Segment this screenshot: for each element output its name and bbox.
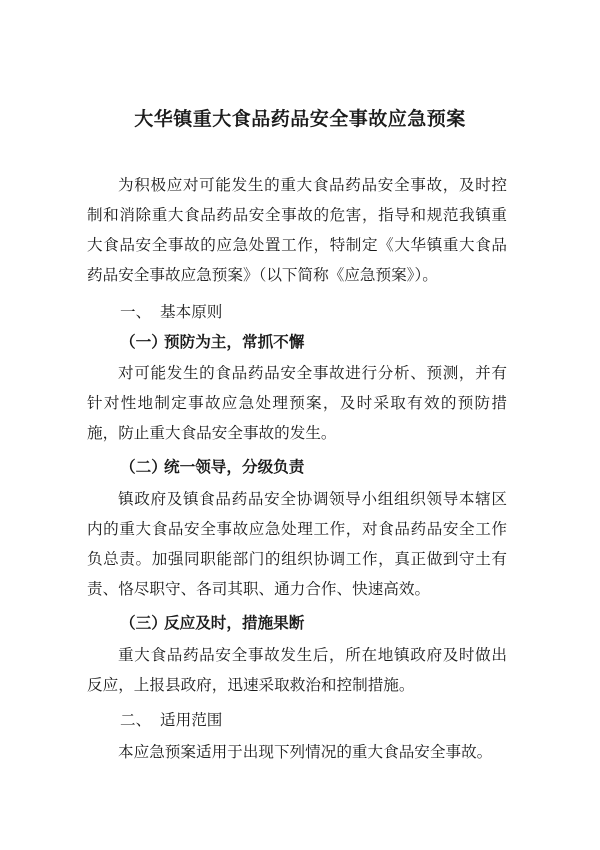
- subsection-2-number: （二）: [120, 457, 167, 476]
- document-title: 大华镇重大食品药品安全事故应急预案: [134, 108, 466, 130]
- section-2-heading: [120, 705, 222, 735]
- subsection-3-title: 反应及时，措施果断: [164, 613, 305, 632]
- subsection-3-paragraph: 重大食品药品安全事故发生后，所在地镇政府及时做出反应，上报县政府，迅速采取救治和控制措施。: [87, 646, 507, 694]
- subsection-3-number: （三）: [120, 613, 167, 632]
- subsection-1-heading: [120, 327, 304, 357]
- section-1-heading: [120, 297, 222, 327]
- subsection-1-title: 预防为主，常抓不懈: [164, 332, 305, 351]
- subsection-2-heading: [120, 452, 304, 482]
- section-2-number: 二、: [120, 711, 152, 729]
- section-2-title: 适用范围: [160, 711, 223, 729]
- subsection-1-paragraph: 对可能发生的食品药品安全事故进行分析、预测，并有针对性地制定事故应急处理预案，及时采取有效的预防措施，防止重大食品安全事故的发生。: [87, 364, 507, 442]
- section-1-title: 基本原则: [160, 303, 223, 321]
- subsection-1-number: （一）: [120, 332, 167, 351]
- section-1-number: 一、: [120, 303, 152, 321]
- subsection-2-title: 统一领导，分级负责: [164, 457, 305, 476]
- section-2-paragraph: 本应急预案适用于出现下列情况的重大食品安全事故。: [118, 743, 493, 761]
- intro-paragraph: 为积极应对可能发生的重大食品药品安全事故，及时控制和消除重大食品药品安全事故的危害，指导和规范我镇重大食品安全事故的应急处置工作，特制定《大华镇重大食品药品安全事故应急预案》（以下简称《应急预案》）。: [87, 176, 507, 284]
- subsection-2-paragraph: 镇政府及镇食品药品安全协调领导小组组织领导本辖区内的重大食品安全事故应急处理工作，对食品药品安全工作负总责。加强同职能部门的组织协调工作，真正做到守土有责、恪尽职守、各司其职、通力合作、快速高效。: [87, 490, 507, 598]
- subsection-3-heading: [120, 608, 304, 638]
